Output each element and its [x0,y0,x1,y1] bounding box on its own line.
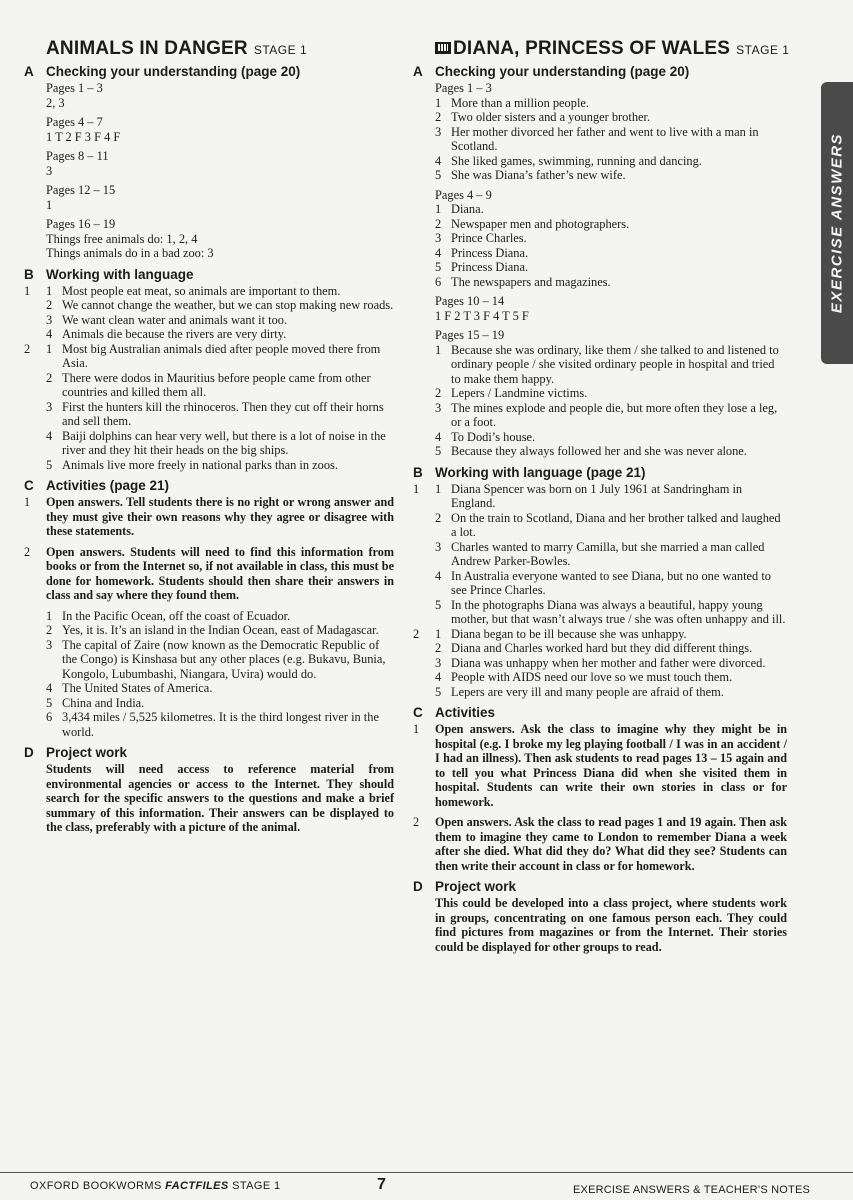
right-section-d-heading: D Project work [413,879,517,894]
list-item: 6 3,434 miles / 5,525 kilometres. It is the third longest river in the world. [46,710,379,739]
right-pages-4-9: Pages 4 – 9 [435,187,492,202]
list-item: 5 China and India. [46,695,145,710]
right-pages-1-3: Pages 1 – 3 [435,81,492,95]
left-column [22,38,394,841]
list-item: 6 The newspapers and magazines. [435,274,611,289]
right-stage: STAGE 1 [736,43,790,57]
list-item: 4 Baiji dolphins can hear very well, but there is a lot of noise in the river and they hit their heads on the big ships. [46,428,386,457]
left-pages-8-11: Pages 8 – 11 [46,149,109,163]
list-item: 4 In Australia everyone wanted to see Diana, but no one wanted to see Prince Charles. [435,568,771,597]
left-answer: 3 [46,163,53,178]
list-item: 1 1 Most people eat meat, so animals are important to them. [24,283,341,298]
right-pages-10-14: Pages 10 – 14 [435,294,505,308]
left-d-paragraph: Students will need access to reference material from environmental agencies or access to the Internet. They should search for the specific answers to the questions and make a brief summary of this information. Their answers can be displayed to the class, preferably with a picture of the animal. [46,762,394,834]
list-item: 2 Two older sisters and a younger brother. [435,110,651,124]
left-answer: 1 T 2 F 3 F 4 F [46,129,121,144]
list-item: 2 1 Most big Australian animals died after people moved there from Asia. [24,341,381,370]
left-section-d-heading: D Project work [24,745,128,760]
right-answer: 1 F 2 T 3 F 4 T 5 F [435,308,529,323]
tv-icon [435,42,451,54]
right-section-c-heading: C Activities [413,705,496,720]
list-item: 4 Princess Diana. [435,245,529,260]
list-item: 5 Animals live more freely in national parks than in zoos. [46,457,338,472]
right-pages-15-19: Pages 15 – 19 [435,328,505,342]
list-item: 1 Because she was ordinary, like them / she talked to and listened to ordinary people / she visited ordinary people in hospital and tried to make them happy. [435,342,779,386]
list-item: 1 Diana. [435,202,484,216]
list-item: 4 The United States of America. [46,681,213,695]
list-item: 3 Diana was unhappy when her mother and father were divorced. [435,655,766,670]
left-section-b-heading: B Working with language [24,266,194,282]
right-section-b-heading: B Working with language (page 21) [413,464,646,480]
list-item: 2 1 Diana began to be ill because she was unhappy. [413,626,687,641]
footer-divider [0,1172,853,1173]
left-answer: Things free animals do: 1, 2, 4 [46,231,198,246]
list-item: 1 More than a million people. [435,95,589,110]
list-item: 1 In the Pacific Ocean, off the coast of Ecuador. [46,608,291,623]
left-pages-16-19: Pages 16 – 19 [46,217,116,231]
list-item: 5 Lepers are very ill and many people are afraid of them. [435,684,724,699]
list-item: 2 Lepers / Landmine victims. [435,386,588,400]
list-item: 2 On the train to Scotland, Diana and her brother talked and laughed a lot. [435,510,781,539]
side-tab-label: EXERCISE ANSWERS [828,132,846,314]
left-title [46,38,394,60]
list-item: 1 1 Diana Spencer was born on 1 July 1961 at Sandringham in England. [413,481,743,510]
list-item: 3 The capital of Zaire (now known as the Democratic Republic of the Congo) is Kinshasa but any other places (e.g. Bukavu, Bunia, Kongolo, Lubumbashi, Niangara, Uvira) would do. [46,637,386,681]
right-d-paragraph: This could be developed into a class project, where students work in groups, concentrating on one famous person each. They could find pictures from magazines or from the Internet. Their stories could be displayed for other groups to read. [435,896,787,954]
left-c1-paragraph: 1 Open answers. Tell students there is no right or wrong answer and they must give their own reasons why they agree or disagree with these statements. [24,495,394,538]
right-column [411,38,790,960]
left-section-a-heading: A Checking your understanding (page 20) [24,64,301,79]
list-item: 2 Newspaper men and photographers. [435,216,630,231]
left-pages-4-7: Pages 4 – 7 [46,115,103,129]
list-item: 4 To Dodi’s house. [435,429,536,444]
left-answer: 2, 3 [46,95,65,110]
list-item: 4 She liked games, swimming, running and dancing. [435,153,702,168]
list-item: 3 The mines explode and people die, but more often they lose a leg, or a foot. [435,400,778,429]
list-item: 2 Diana and Charles worked hard but they did different things. [435,641,753,655]
left-title-text: ANIMALS IN DANGER [46,38,248,59]
left-pages-12-15: Pages 12 – 15 [46,183,116,197]
list-item: 5 In the photographs Diana was always a beautiful, happy young mother, but that wasn’t always true / she was often unhappy and ill. [435,597,786,626]
list-item: 3 Her mother divorced her father and went to live with a man in Scotland. [435,124,759,153]
right-c1-paragraph: 1 Open answers. Ask the class to imagine why they might be in hospital (e.g. I broke my leg playing football / I was in an accident / I had an illness). Then ask students to read pages 13 – 15 again and to tell you what Princess Diana did when she visited them in hospital. Students can write their own stories in class or for homework. [413,722,787,809]
left-answer: 1 [46,197,53,212]
list-item: 2 There were dodos in Mauritius before people came from other countries and killed them all. [46,370,371,399]
list-item: 5 Princess Diana. [435,260,529,274]
page-number: 7 [377,1176,386,1193]
left-c2-paragraph: 2 Open answers. Students will need to find this information from books or from the Internet so, if not available in class, this must be done for homework. Students should then share their answers in class and say where they found them. [24,544,394,602]
footer-series: OXFORD BOOKWORMS FACTFILES STAGE 1 [30,1180,281,1192]
right-title-text: DIANA, PRINCESS OF WALES [453,38,731,59]
right-section-a-heading: A Checking your understanding (page 20) [413,64,690,79]
list-item: 2 We cannot change the weather, but we can stop making new roads. [46,298,394,312]
list-item: 4 Animals die because the rivers are very dirty. [46,327,287,341]
list-item: 5 Because they always followed her and she was never alone. [435,444,747,458]
list-item: 3 We want clean water and animals want it too. [46,312,288,327]
list-item: 2 Yes, it is. It’s an island in the Indian Ocean, east of Madagascar. [46,623,379,637]
left-answer: Things animals do in a bad zoo: 3 [46,246,214,260]
right-c2-paragraph: 2 Open answers. Ask the class to read pages 1 and 19 again. Then ask them to imagine they came to London to remember Diana a week after she died. What did they do? What did they see? Students can then write their account in class or for homework. [413,815,787,873]
side-tab [821,82,853,364]
list-item: 3 Charles wanted to marry Camilla, but she married a man called Andrew Parker-Bowles. [435,539,765,568]
left-section-c-heading: C Activities (page 21) [24,478,170,493]
list-item: 3 First the hunters kill the rhinoceros. Then they cut off their horns and sell them. [46,399,384,428]
footer-section-title: EXERCISE ANSWERS & TEACHER’S NOTES [573,1184,811,1196]
left-stage: STAGE 1 [253,43,308,57]
list-item: 4 People with AIDS need our love so we must touch them. [435,670,733,684]
list-item: 5 She was Diana’s father’s new wife. [435,168,626,182]
right-title [435,38,790,60]
list-item: 3 Prince Charles. [435,231,527,245]
left-pages-1-3: Pages 1 – 3 [46,81,103,95]
